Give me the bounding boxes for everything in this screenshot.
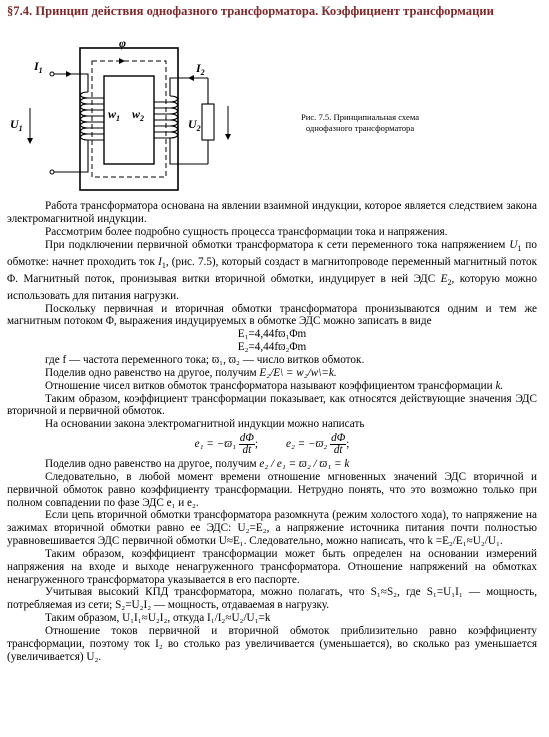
svg-text:I1: $I_1$ <box>34 59 43 75</box>
paragraph: Поскольку первичная и вторичная обмотки трансформатора пронизываются одним и тем же магнитным потоком Φ, выражения индуцируемых в обмотке ЭДС можно записать в виде <box>7 302 537 328</box>
svg-text:I2: $I_2$ <box>196 61 205 77</box>
figure-caption: Рис. 7.5. Принципиальная схема однофазного трансформатора <box>300 112 420 133</box>
paragraph: На основании закона электромагнитной индукции можно написать <box>45 418 365 431</box>
paragraph: Отношение чисел витков обмоток трансформатора называют коэффициентом трансформации k. <box>45 379 504 392</box>
paragraph: Таким образом, коэффициент трансформации может быть определен на основании измерений напряжения на входе и выходе ненагруженного трансформатора. Отношение напряжений на обмотках ненагруженного трансформатора указывается в его паспорте. <box>7 547 537 586</box>
paragraph: При подключении первичной обмотки трансформатора к сети переменного тока напряжением $U_1$ по обмотке: начнет проходить ток $I_1$, (рис. 7.5), который создаст в магнитопроводе переменный магнитный поток Φ. Магнитный поток, пронизывая витки вторичной обмотки, индуцирует в ней ЭДС $E_2$, которую можно использовать для питания нагрузки. <box>7 238 537 302</box>
paragraph: Отношение токов первичной и вторичной обмоток приблизительно равно коэффициенту трансформации, поэтому ток I₂ во столько раз увеличивается (уменьшается), во сколько раз уменьшается (увеличивается) U₂. <box>7 625 537 663</box>
paragraph: Учитывая высокий КПД трансформатора, можно полагать, что S₁≈S₂, где S₁=U₁I₁ — мощность, потребляемая из сети; S₂=U₂I₂ — мощность, отдаваемая в нагрузку. <box>7 586 537 612</box>
paragraph: Работа трансформатора основана на явлении взаимной индукции, которое является следствием закона электромагнитной индукции. <box>7 200 537 225</box>
paragraph: где f — частота переменного тока; ϖ₁, ϖ₂ — число витков обмоток. <box>45 353 365 366</box>
svg-text:w1: $w_1$ <box>108 107 121 123</box>
equation-e2: E₂=4,44fϖ₂Φm <box>237 341 307 354</box>
transformer-diagram <box>8 36 248 198</box>
paragraph: Поделив одно равенство на другое, получим e₂ / e₁ = ϖ₂ / ϖ₁ = k <box>45 458 350 471</box>
formula-emf: e₁ = −ϖ₁ $\frac{d\Phi}{dt}$ ; e₂ = −ϖ₂ $\frac{d\Phi}{dt}$ ; <box>194 432 350 457</box>
paragraph: Рассмотрим более подробно сущность процесса трансформации тока и напряжения. <box>45 225 448 238</box>
document-body <box>7 200 537 664</box>
phi-label: φ <box>119 36 127 50</box>
section-title: §7.4. Принцип действия однофазного трансформатора. Коэффициент трансформации <box>7 4 494 18</box>
svg-text:U2: $U_2$ <box>188 117 201 133</box>
paragraph: Таким образом, U₁I₁≈U₂I₂, откуда I₁/I₂≈U₂/U₁=k <box>45 612 271 625</box>
paragraph: Следовательно, в любой момент времени отношение мгновенных значений ЭДС вторичной и первичной обмоток равно коэффициенту трансформации. Нетрудно понять, что это возможно только при полном совпадении по фазе ЭДС e₁ и e₂. <box>7 470 537 509</box>
paragraph: Поделив одно равенство на другое, получим E₂/E\ = w₂/w\=k. <box>45 366 337 379</box>
paragraph: Если цепь вторичной обмотки трансформатора разомкнута (режим холостого хода), то напряжение на зажимах вторичной обмотки равно ее ЭДС: U₂=E₂, а напряжение источника питания почти полностью уравновешивается ЭДС первичной обмотки U≈E₁. Следовательно, можно написать, что k =E₂/E₁≈U₂/U₁. <box>7 509 537 548</box>
svg-text:U1: $U_1$ <box>10 117 23 133</box>
equation-e1: E₁=4,44fϖ₁Φm <box>237 328 307 341</box>
svg-text:w2: $w_2$ <box>132 107 145 123</box>
load-resistor <box>202 104 214 140</box>
paragraph: Таким образом, коэффициент трансформации показывает, как относятся действующие значения ЭДС вторичной и первичной обмоток. <box>7 392 537 418</box>
